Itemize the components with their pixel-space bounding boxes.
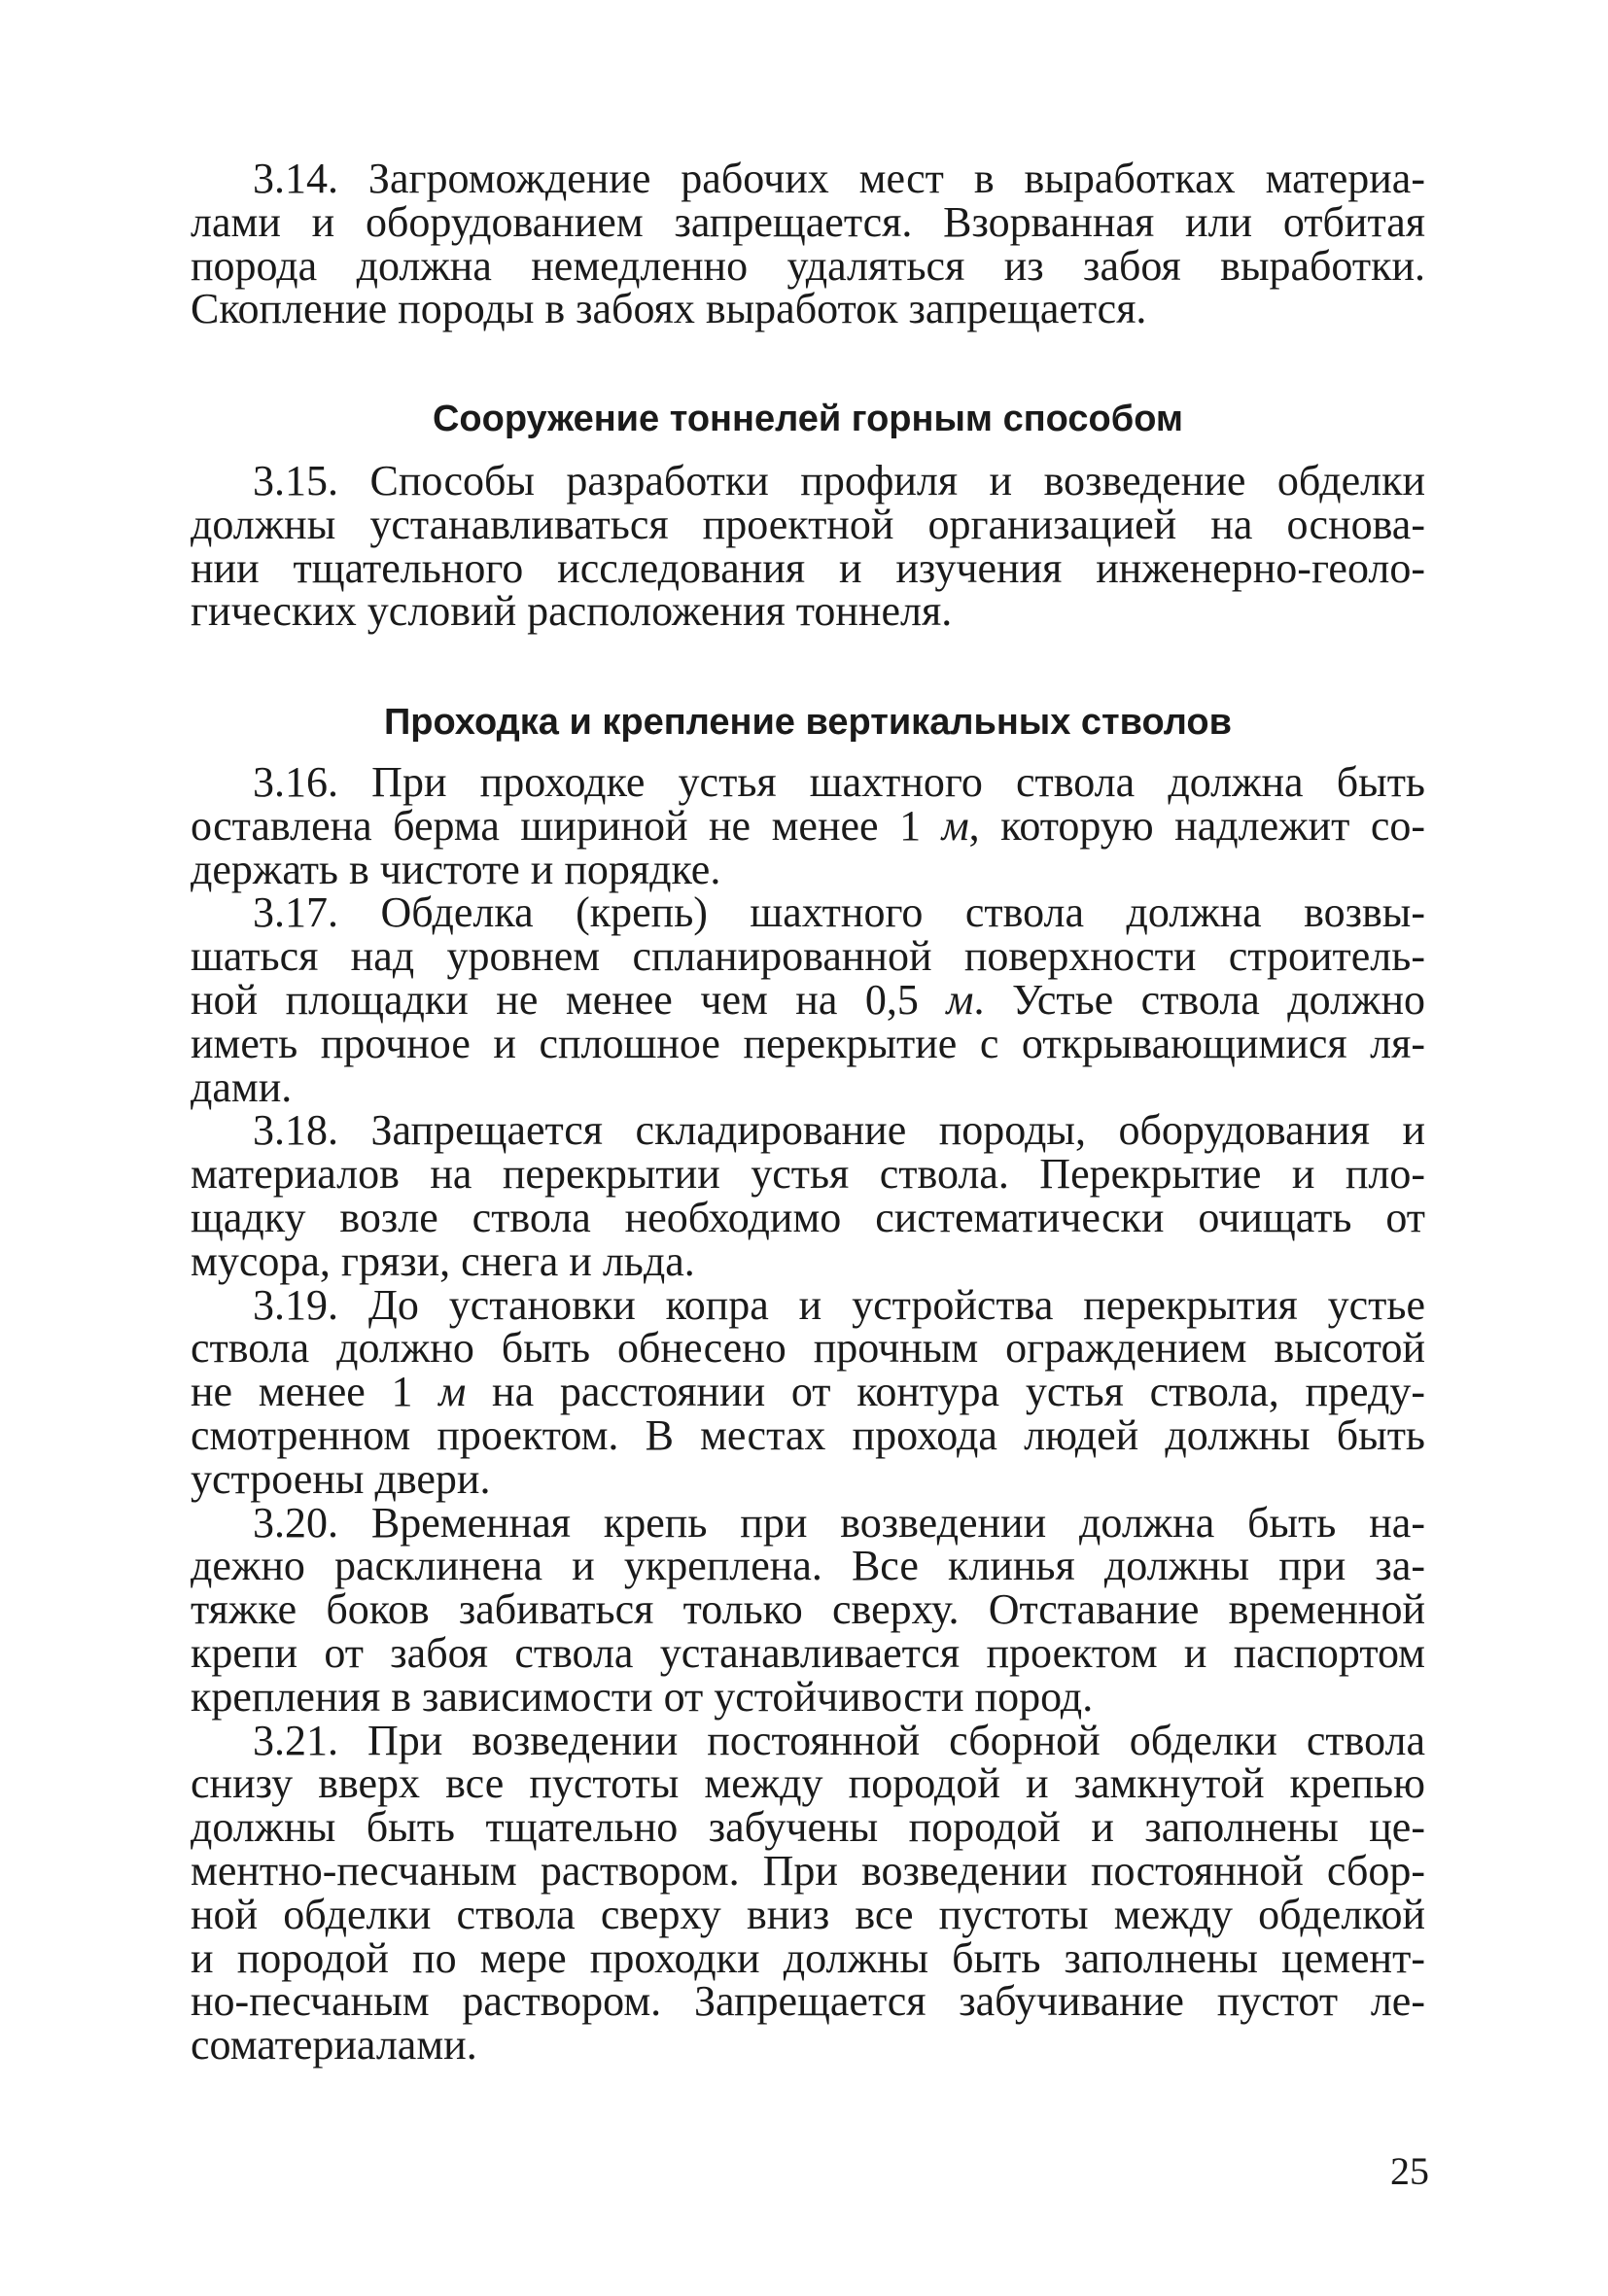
text-line: 3.14. Загромождение рабочих мест в выработках материа- bbox=[253, 155, 1425, 202]
text-line: порода должна немедленно удаляться из забоя выработки. bbox=[191, 241, 1425, 290]
text-line: щадку возле ствола необходимо систематически очищать от bbox=[191, 1193, 1425, 1241]
paragraph-3-14 bbox=[191, 157, 1425, 331]
text-line: ной обделки ствола сверху вниз все пустоты между обделкой bbox=[191, 1890, 1425, 1938]
unit-meter: м bbox=[941, 801, 969, 850]
text-line: снизу вверх все пустоты между породой и замкнутой крепью bbox=[191, 1759, 1425, 1808]
text-line: должны быть тщательно забучены породой и заполнены це- bbox=[191, 1803, 1425, 1852]
section-heading-tunnels: Сооружение тоннелей горным способом bbox=[432, 399, 1184, 439]
text-line: устроены двери. bbox=[191, 1454, 491, 1503]
text-line: и породой по мере проходки должны быть заполнены цемент- bbox=[191, 1933, 1425, 1982]
text-line: ствола должно быть обнесено прочным ограждением высотой bbox=[191, 1324, 1425, 1373]
text-line: шаться над уровнем спланированной поверхности строитель- bbox=[191, 932, 1425, 981]
text-line: 3.17. Обделка (крепь) шахтного ствола должна возвы- bbox=[253, 888, 1425, 937]
text-line: 3.21. При возведении постоянной сборной обделки ствола bbox=[253, 1716, 1425, 1764]
text-line: мусора, грязи, снега и льда. bbox=[191, 1236, 695, 1285]
unit-meter: м bbox=[946, 975, 974, 1024]
paragraphs-3-16-to-3-21 bbox=[191, 758, 1426, 2070]
text-line: не менее 1 м на расстоянии от контура устья ствола, преду- bbox=[191, 1368, 1425, 1416]
text-line: смотренном проектом. В местах прохода людей должны быть bbox=[191, 1410, 1425, 1459]
text-line: 3.20. Временная крепь при возведении должна быть на- bbox=[253, 1498, 1425, 1547]
text-line: гических условий расположения тоннеля. bbox=[191, 587, 953, 636]
text-line: 3.19. До установки копра и устройства перекрытия устье bbox=[253, 1280, 1425, 1329]
page-number: 25 bbox=[1390, 2149, 1429, 2193]
text-line: лами и оборудованием запрещается. Взорванная или отбитая bbox=[191, 197, 1425, 246]
text-line: дами. bbox=[191, 1062, 293, 1111]
text-line: оставлена берма шириной не менее 1 м, которую надлежит со- bbox=[191, 801, 1425, 850]
text-line: тяжке боков забиваться только сверху. Отставание временной bbox=[191, 1585, 1425, 1634]
section-heading-shafts: Проходка и крепление вертикальных стволов bbox=[383, 702, 1233, 743]
text-line: 3.18. Запрещается складирование породы, оборудования и bbox=[253, 1106, 1425, 1155]
text-line: крепления в зависимости от устойчивости пород. bbox=[191, 1672, 1094, 1721]
text-line: но-песчаным раствором. Запрещается забучивание пустот ле- bbox=[191, 1977, 1425, 2026]
text-line: ной площадки не менее чем на 0,5 м. Устье ствола должно bbox=[191, 975, 1426, 1024]
text-line: ментно-песчаным раствором. При возведении постоянной сбор- bbox=[191, 1846, 1425, 1895]
text-line: дежно расклинена и укреплена. Все клинья должны при за- bbox=[191, 1542, 1425, 1590]
text-line: 3.16. При проходке устья шахтного ствола должна быть bbox=[253, 758, 1425, 806]
text-line: 3.15. Способы разработки профиля и возведение обделки bbox=[253, 457, 1425, 504]
text-line: крепи от забоя ствола устанавливается проектом и паспортом bbox=[191, 1628, 1425, 1677]
text-line: держать в чистоте и порядке. bbox=[191, 845, 721, 893]
text-line: нии тщательного исследования и изучения инженерно-геоло- bbox=[191, 543, 1425, 592]
text-line: материалов на перекрытии устья ствола. Перекрытие и пло- bbox=[191, 1150, 1425, 1199]
text-line: соматериалами. bbox=[191, 2021, 477, 2070]
text-line: должны устанавливаться проектной организацией на основа- bbox=[191, 500, 1425, 548]
text-line: Скопление породы в забоях выработок запрещается. bbox=[191, 285, 1147, 333]
unit-meter: м bbox=[438, 1368, 467, 1416]
text-line: иметь прочное и сплошное перекрытие с открывающимися ля- bbox=[191, 1019, 1425, 1067]
paragraph-3-15 bbox=[191, 457, 1425, 636]
